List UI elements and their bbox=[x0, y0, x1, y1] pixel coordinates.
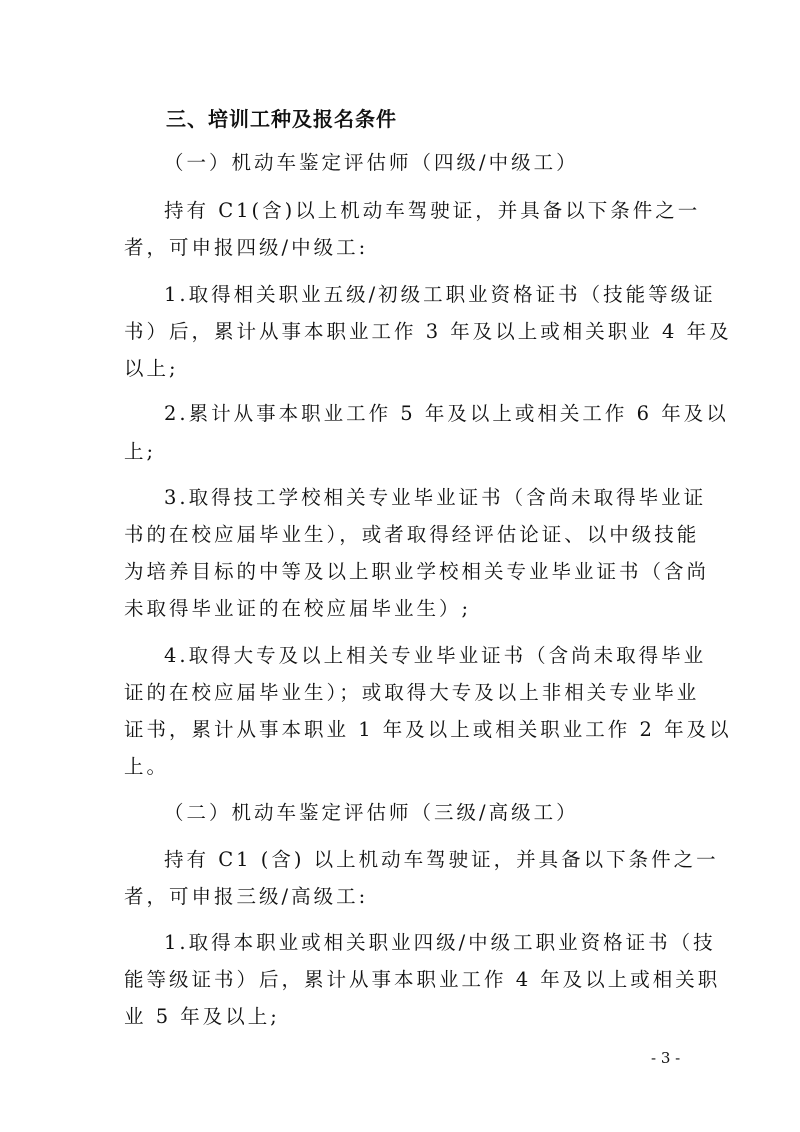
subsection-title-1: （一）机动车鉴定评估师（四级/中级工） bbox=[164, 151, 579, 174]
paragraph-line: 持有 C1(含)以上机动车驾驶证，并具备以下条件之一 bbox=[164, 199, 701, 222]
paragraph-line: 2.累计从事本职业工作 5 年及以上或相关工作 6 年及以 bbox=[164, 402, 729, 425]
paragraph-line: 4.取得大专及以上相关专业毕业证书（含尚未取得毕业 bbox=[164, 644, 707, 667]
paragraph-line: 为培养目标的中等及以上职业学校相关专业毕业证书（含尚 bbox=[124, 560, 710, 583]
section-heading: 三、培训工种及报名条件 bbox=[166, 107, 397, 131]
paragraph-line: 者，可申报三级/高级工: bbox=[124, 885, 369, 908]
paragraph-line: 业 5 年及以上; bbox=[124, 1005, 280, 1028]
paragraph-line: 1.取得本职业或相关职业四级/中级工职业资格证书（技 bbox=[164, 931, 716, 954]
paragraph-line: 书的在校应届毕业生），或者取得经评估论证、以中级技能 bbox=[124, 523, 700, 546]
paragraph-line: 3.取得技工学校相关专业毕业证书（含尚未取得毕业证 bbox=[164, 486, 707, 509]
paragraph-line: 者，可申报四级/中级工: bbox=[124, 236, 369, 259]
paragraph-line: 持有 C1 (含) 以上机动车驾驶证，并具备以下条件之一 bbox=[164, 848, 719, 871]
paragraph-line: 1.取得相关职业五级/初级工职业资格证书（技能等级证 bbox=[164, 283, 716, 306]
subsection-title-2: （二）机动车鉴定评估师（三级/高级工） bbox=[164, 801, 579, 824]
paragraph-line: 能等级证书）后，累计从事本职业工作 4 年及以上或相关职 bbox=[124, 968, 721, 991]
paragraph-line: 上; bbox=[124, 440, 157, 463]
paragraph-line: 书）后，累计从事本职业工作 3 年及以上或相关职业 4 年及 bbox=[124, 320, 732, 343]
page-number: - 3 - bbox=[651, 1049, 681, 1067]
paragraph-line: 以上; bbox=[124, 357, 179, 380]
paragraph-line: 未取得毕业证的在校应届毕业生）; bbox=[124, 597, 472, 620]
paragraph-line: 证的在校应届毕业生）；或取得大专及以上非相关专业毕业 bbox=[124, 681, 700, 704]
paragraph-line: 上。 bbox=[124, 755, 170, 778]
paragraph-line: 证书，累计从事本职业 1 年及以上或相关职业工作 2 年及以 bbox=[124, 718, 732, 741]
